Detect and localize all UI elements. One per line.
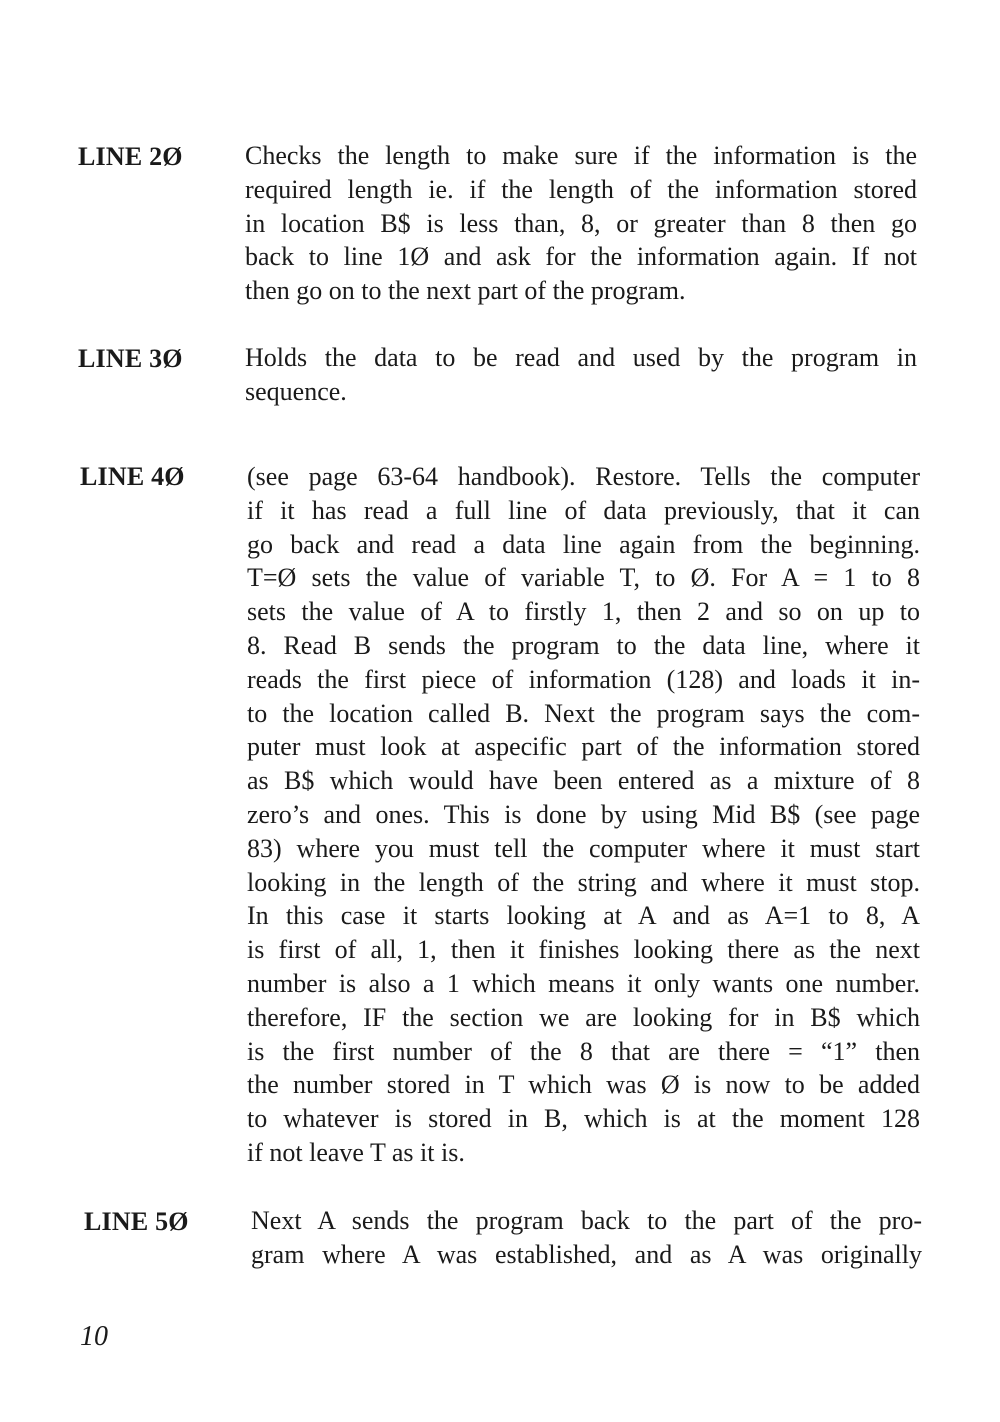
text-line: then go on to the next part of the program. bbox=[245, 276, 686, 306]
text-line: looking in the length of the string and where it must stop. bbox=[247, 867, 920, 897]
text-line: 8. Read B sends the program to the data line, where it bbox=[247, 630, 920, 660]
text-line: Checks the length to make sure if the information is the bbox=[245, 141, 917, 170]
text-line: T=Ø sets the value of variable T, to Ø. For A = 1 to 8 bbox=[247, 563, 920, 593]
text-line: to whatever is stored in B, which is at the moment 128 bbox=[247, 1104, 920, 1134]
page-number: 10 bbox=[80, 1321, 108, 1352]
entry-description bbox=[245, 139, 917, 308]
text-line: sets the value of A to firstly 1, then 2 and so on up to bbox=[247, 597, 920, 627]
text-line: go back and read a data line again from the beginning. bbox=[247, 529, 920, 559]
entry-label: LINE 2Ø bbox=[78, 142, 183, 171]
text-line: the number stored in T which was Ø is now to be added bbox=[247, 1070, 920, 1100]
text-line: (see page 63-64 handbook). Restore. Tells the computer bbox=[247, 462, 920, 491]
text-line: in location B$ is less than, 8, or greater than 8 then go bbox=[245, 208, 917, 238]
text-line: zero’s and ones. This is done by using Mid B$ (see page bbox=[247, 799, 920, 829]
text-line: to the location called B. Next the program says the com- bbox=[247, 698, 920, 728]
entry-description bbox=[251, 1204, 922, 1272]
entry-description bbox=[247, 460, 920, 1170]
text-line: In this case it starts looking at A and as A=1 to 8, A bbox=[247, 901, 920, 931]
entry-description bbox=[245, 341, 917, 409]
entry-label: LINE 5Ø bbox=[84, 1207, 189, 1236]
entry-label: LINE 4Ø bbox=[80, 462, 185, 491]
text-line: therefore, IF the section we are looking for in B$ which bbox=[247, 1002, 920, 1032]
text-line: Next A sends the program back to the part of the pro- bbox=[251, 1206, 922, 1235]
text-line: Holds the data to be read and used by the program in bbox=[245, 343, 917, 372]
text-line: required length ie. if the length of the information stored bbox=[245, 174, 917, 204]
text-line: back to line 1Ø and ask for the information again. If not bbox=[245, 242, 917, 272]
text-line: reads the first piece of information (128) and loads it in- bbox=[247, 664, 920, 694]
text-line: if it has read a full line of data previously, that it can bbox=[247, 495, 920, 525]
text-line: 83) where you must tell the computer where it must start bbox=[247, 833, 920, 863]
text-line: gram where A was established, and as A was originally bbox=[251, 1239, 922, 1269]
text-line: puter must look at aspecific part of the information stored bbox=[247, 732, 920, 762]
text-line: sequence. bbox=[245, 376, 347, 406]
text-line: is the first number of the 8 that are there = “1” then bbox=[247, 1036, 920, 1066]
text-line: number is also a 1 which means it only wants one number. bbox=[247, 968, 920, 998]
text-line: is first of all, 1, then it finishes looking there as the next bbox=[247, 935, 920, 965]
entry-label: LINE 3Ø bbox=[78, 344, 183, 373]
text-line: if not leave T as it is. bbox=[247, 1137, 465, 1167]
text-line: as B$ which would have been entered as a mixture of 8 bbox=[247, 766, 920, 796]
